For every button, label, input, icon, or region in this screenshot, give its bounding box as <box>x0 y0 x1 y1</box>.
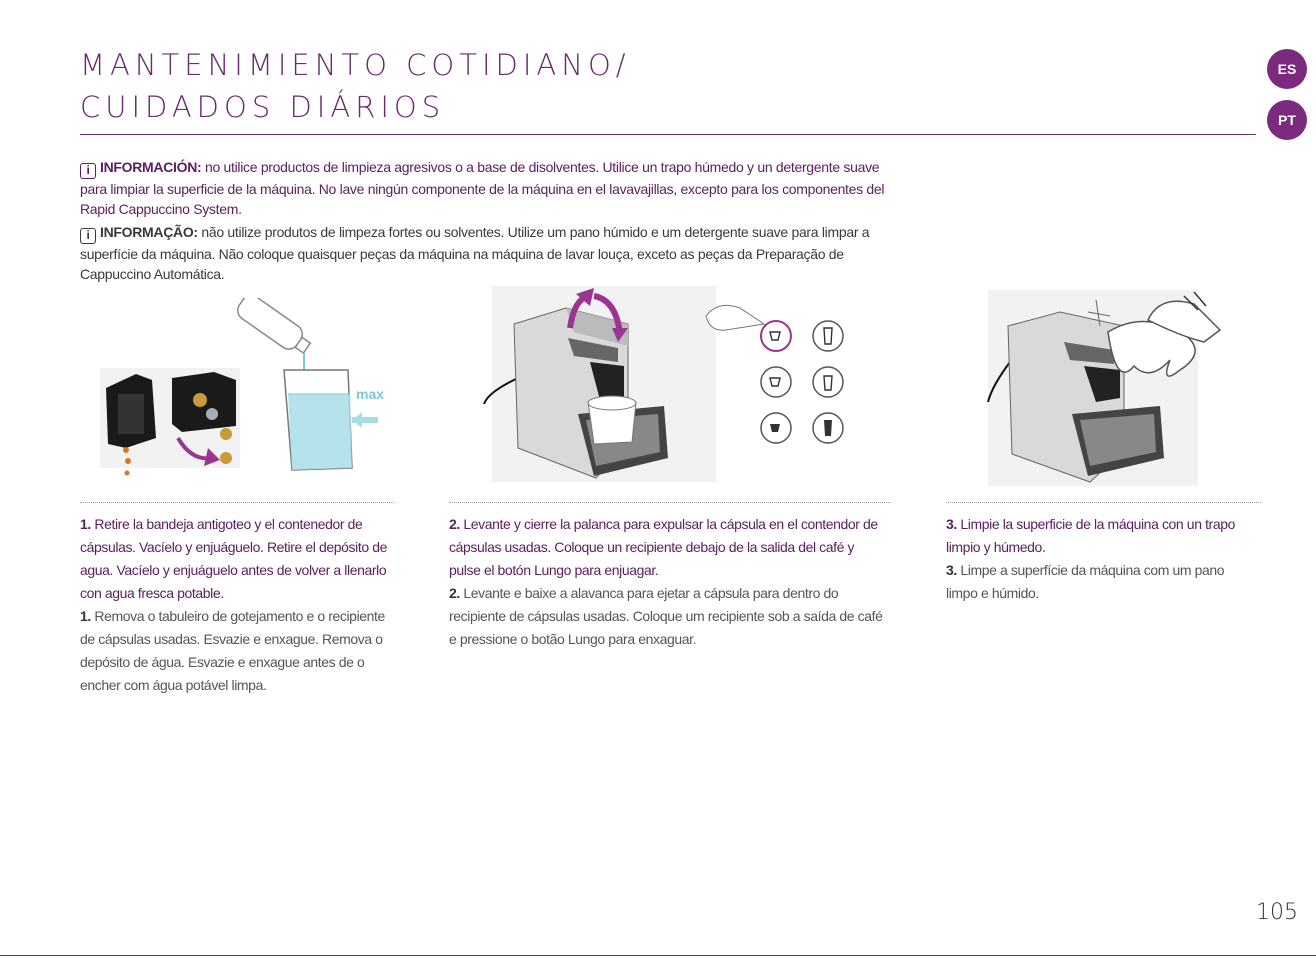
coffee-machine-icon <box>478 282 868 492</box>
step-text: Limpie la superficie de la máquina con un trapo limpio y húmedo. <box>946 516 1235 555</box>
pointing-hand-icon <box>706 305 764 330</box>
bottom-divider <box>0 955 1316 956</box>
info-text-es: no utilice productos de limpieza agresivos o a base de disolventes. Utilice un trapo húmedo y un detergente suave para limpiar la superficie de la máquina. No lave ningún componente de la máquina en el lavavajillas, excepto para los componentes del Rapid Cappuccino System. <box>80 159 885 217</box>
language-badge-pt: PT <box>1267 100 1307 140</box>
illustration-machine-cleaning <box>984 290 1224 490</box>
step-1-es <box>80 513 392 605</box>
step-3 <box>946 513 1252 605</box>
step-2-pt <box>449 582 885 651</box>
step-number: 1. <box>80 516 91 532</box>
drip-tray-icon <box>96 298 396 488</box>
info-text-pt: não utilize produtos de limpeza fortes ou solventes. Utilize um pano húmido e um detergente suave para limpar a superfície da máquina. Não coloque quaisquer peças da máquina na máquina de lavar louça, exceto as peças da Preparação de Cappuccino Automática. <box>80 224 870 282</box>
step-text: Retire la bandeja antigoteo y el contenedor de cápsulas. Vacíelo y enjuáguelo. Retire el depósito de agua. Vacíelo y enjuáguelo antes de volver a llenarlo con agua fresca potable. <box>80 516 387 601</box>
step-3-pt <box>946 559 1252 605</box>
info-icon: i <box>80 228 96 244</box>
info-note-es <box>80 157 890 219</box>
max-label: max <box>356 386 385 402</box>
section-divider-3 <box>946 502 1261 503</box>
cup-button-icon <box>761 321 843 443</box>
illustration-machine-lever <box>478 282 868 492</box>
title-divider <box>80 134 1256 135</box>
step-text: Levante y cierre la palanca para expulsar la cápsula en el contendor de cápsulas usadas. Coloque un recipiente debajo de la salida del café y pulse el botón Lungo para enjuagar. <box>449 516 878 578</box>
page-title <box>80 44 631 128</box>
step-number: 3. <box>946 516 957 532</box>
step-text: Levante e baixe a alavanca para ejetar a cápsula para dentro do recipiente de cápsulas usadas. Coloque um recipiente sob a saída de café e pressione o botão Lungo para enxaguar. <box>449 585 883 647</box>
step-2-es <box>449 513 885 582</box>
step-2 <box>449 513 885 651</box>
language-badge-es: ES <box>1267 49 1307 89</box>
title-line-1: MANTENIMIENTO COTIDIANO/ <box>80 48 631 82</box>
step-1 <box>80 513 392 697</box>
step-number: 3. <box>946 562 957 578</box>
info-note-pt <box>80 222 890 284</box>
info-icon: i <box>80 163 96 179</box>
info-label-es: INFORMACIÓN: <box>100 159 202 175</box>
section-divider-1 <box>80 502 394 503</box>
page-number: 105 <box>1256 900 1298 925</box>
illustration-drip-tray-water-tank <box>96 298 396 488</box>
cleaning-hand-icon <box>984 290 1224 490</box>
step-1-pt <box>80 605 392 697</box>
step-number: 2. <box>449 516 460 532</box>
step-number: 1. <box>80 608 91 624</box>
step-text: Remova o tabuleiro de gotejamento e o recipiente de cápsulas usadas. Esvazie e enxague. Remova o depósito de água. Esvazie e enxague antes de o encher com água potável limpa. <box>80 608 385 693</box>
info-label-pt: INFORMAÇÃO: <box>100 224 198 240</box>
step-3-es <box>946 513 1252 559</box>
step-number: 2. <box>449 585 460 601</box>
section-divider-2 <box>449 502 891 503</box>
title-line-2: CUIDADOS DIÁRIOS <box>80 90 446 124</box>
step-text: Limpe a superfície da máquina com um pano limpo e húmido. <box>946 562 1225 601</box>
